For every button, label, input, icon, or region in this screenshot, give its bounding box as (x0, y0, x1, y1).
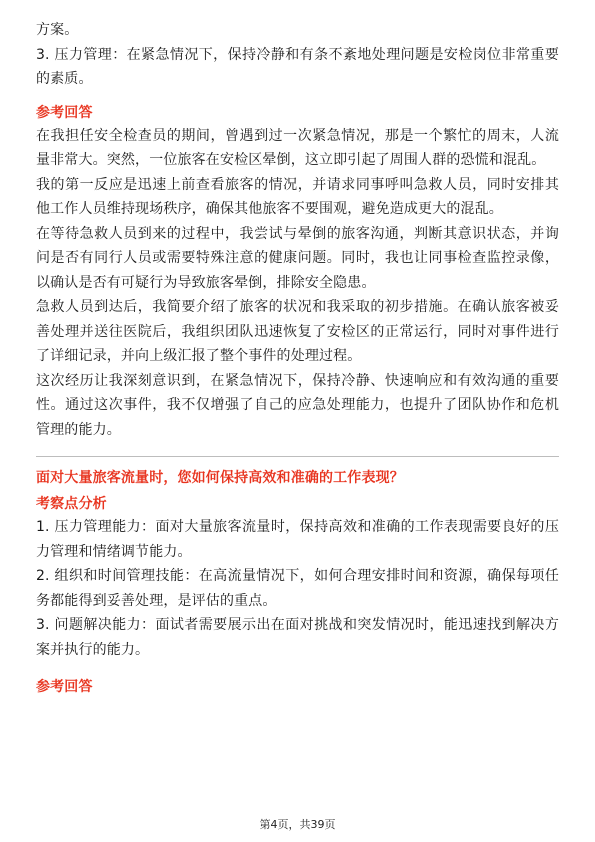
analysis-point-3: 3. 压力管理：在紧急情况下，保持冷静和有条不紊地处理问题是安检岗位非常重要的素质。 (36, 46, 559, 87)
reference-answer-heading: 参考回答 (36, 679, 93, 695)
answer-paragraph: 急救人员到达后，我简要介绍了旅客的状况和我采取的初步措施。在确认旅客被妥善处理并送往医院后，我组织团队迅速恢复了安检区的正常运行，同时对事件进行了详细记录，并向上级汇报了整个事件的处理过程。 (36, 299, 559, 364)
continuation-text: 方案。 (36, 22, 79, 38)
analysis-heading: 考察点分析 (36, 496, 107, 512)
page-number: 第4页，共39页 (259, 818, 336, 831)
analysis-point-2: 2. 组织和时间管理技能：在高流量情况下，如何合理安排时间和资源，确保每项任务都能得到妥善处理，是评估的重点。 (36, 568, 559, 609)
answer-paragraph: 我的第一反应是迅速上前查看旅客的情况，并请求同事呼叫急救人员，同时安排其他工作人员维持现场秩序，确保其他旅客不要围观，避免造成更大的混乱。 (36, 176, 559, 217)
answer-paragraph: 在等待急救人员到来的过程中，我尝试与晕倒的旅客沟通，判断其意识状态，并询问是否有同行人员或需要特殊注意的健康问题。同时，我也让同事检查监控录像，以确认是否有可疑行为导致旅客晕倒，排除安全隐患。 (36, 225, 559, 291)
analysis-point-1: 1. 压力管理能力：面对大量旅客流量时，保持高效和准确的工作表现需要良好的压力管理和情绪调节能力。 (36, 519, 559, 560)
question-title: 面对大量旅客流量时，您如何保持高效和准确的工作表现？ (36, 470, 404, 486)
reference-answer-heading: 参考回答 (36, 104, 93, 121)
answer-paragraph: 这次经历让我深刻意识到，在紧急情况下，保持冷静、快速响应和有效沟通的重要性。通过这次事件，我不仅增强了自己的应急处理能力，也提升了团队协作和危机管理的能力。 (36, 372, 559, 438)
section-divider (36, 456, 559, 457)
document-page (36, 18, 559, 698)
answer-paragraph: 在我担任安全检查员的期间，曾遇到过一次紧急情况，那是一个繁忙的周末，人流量非常大。突然，一位旅客在安检区晕倒，这立即引起了周围人群的恐慌和混乱。 (36, 127, 559, 168)
analysis-point-3: 3. 问题解决能力：面试者需要展示出在面对挑战和突发情况时，能迅速找到解决方案并执行的能力。 (36, 617, 559, 658)
